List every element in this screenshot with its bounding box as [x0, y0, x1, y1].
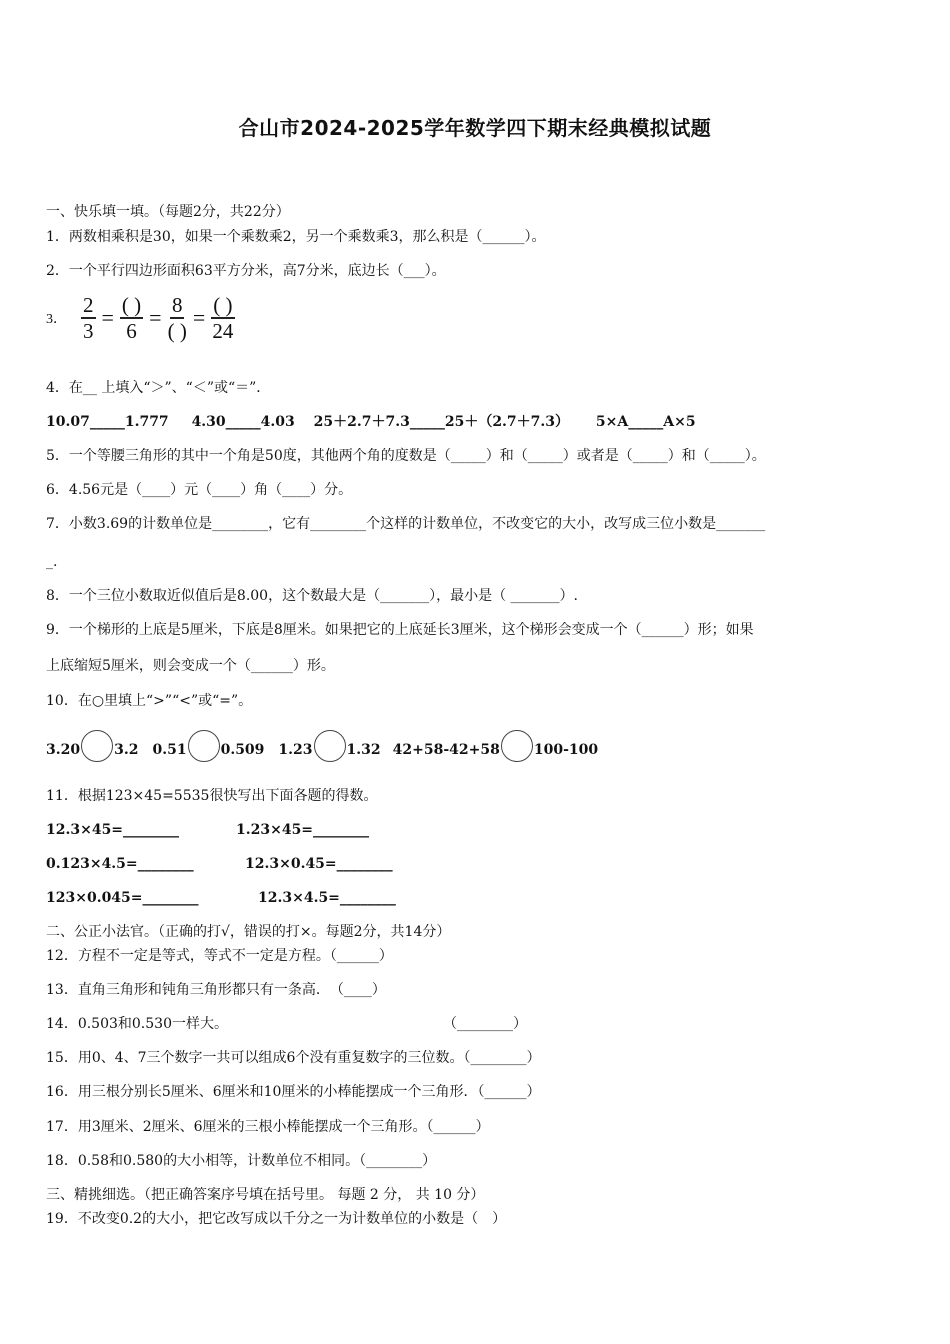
question-3	[46, 290, 235, 346]
fraction-4	[211, 293, 234, 343]
answer-circle[interactable]	[501, 730, 533, 762]
calc-row	[46, 889, 396, 907]
equals-sign: =	[192, 305, 206, 330]
section3-header: 三、精挑细选。（把正确答案序号填在括号里。 每题 2 分， 共 10 分）	[46, 1187, 485, 1203]
section1-header: 一、快乐填一填。（每题2分，共22分）	[46, 204, 290, 220]
section2-header: 二、公正小法官。（正确的打√，错误的打×。每题2分，共14分）	[46, 924, 451, 940]
equals-sign: =	[149, 305, 162, 330]
calc-item: 12.3×0.45=________	[245, 856, 393, 872]
compare-right: 0.509	[220, 742, 265, 758]
question-8: 8．一个三位小数取近似值后是8.00，这个数最大是（_______），最小是（ _______）.	[46, 588, 578, 604]
compare-item: 4.30_____4.03	[191, 414, 295, 430]
compare-right: 100-100	[533, 742, 599, 758]
compare-left: 1.23	[278, 742, 313, 758]
calc-row	[46, 855, 393, 873]
answer-circle[interactable]	[81, 730, 113, 762]
question-18: 18．0.58和0.580的大小相等，计数单位不相同。（________）	[46, 1153, 437, 1169]
calc-item: 12.3×4.5=________	[258, 890, 396, 906]
fraction-2	[120, 293, 143, 343]
fraction-3-numerator: 8	[171, 293, 183, 317]
question-4-items	[46, 413, 696, 431]
question-19: 19．不改变0.2的大小，把它改写成以千分之一为计数单位的小数是（ ）	[46, 1211, 507, 1227]
question-14-blank: （________）	[443, 1016, 527, 1032]
question-14	[46, 1015, 527, 1033]
question-3-number: 3．	[46, 312, 67, 327]
fraction-2-numerator: ( )	[121, 293, 142, 317]
fraction-3-denominator: ( )	[167, 319, 187, 343]
compare-left: 42+58-42+58	[392, 742, 500, 758]
calc-item: 12.3×45=________	[46, 822, 180, 838]
calc-item: 0.123×4.5=________	[46, 856, 194, 872]
question-6: 6．4.56元是（____）元（____）角（____）分。	[46, 482, 353, 498]
fraction-3	[168, 293, 187, 343]
fraction-1-denominator: 3	[83, 319, 94, 343]
question-15: 15．用0、4、7三个数字一共可以组成6个没有重复数字的三位数。（________）	[46, 1050, 541, 1066]
compare-item: 10.07_____1.777	[46, 414, 169, 430]
question-10: 10．在○里填上“>”“<”或“=”。	[46, 693, 253, 709]
compare-item: 25＋2.7＋7.3_____25＋（2.7＋7.3）	[313, 414, 570, 430]
question-1: 1．两数相乘积是30，如果一个乘数乘2，另一个乘数乘3，那么积是（______）。	[46, 229, 546, 245]
question-12: 12．方程不一定是等式，等式不一定是方程。（______）	[46, 948, 393, 964]
equals-sign: =	[101, 305, 114, 330]
question-5: 5．一个等腰三角形的其中一个角是50度，其他两个角的度数是（_____）和（_____）或者是（_____）和（_____）。	[46, 448, 766, 464]
question-7: 7．小数3.69的计数单位是________，它有________个这样的计数单位，不改变它的大小，改写成三位小数是_______	[46, 516, 766, 532]
fraction-1	[81, 293, 96, 343]
question-10-items	[46, 722, 598, 758]
compare-right: 3.2	[114, 742, 139, 758]
calc-item: 123×0.045=________	[46, 890, 199, 906]
question-16: 16．用三根分别长5厘米、6厘米和10厘米的小棒能摆成一个三角形．（______）	[46, 1084, 541, 1100]
question-4: 4．在__ 上填入“＞”、“＜”或“＝”．	[46, 380, 271, 396]
compare-item: 5×A_____A×5	[595, 414, 696, 430]
calc-item: 1.23×45=________	[236, 822, 370, 838]
fraction-4-numerator: ( )	[213, 293, 233, 317]
question-13: 13．直角三角形和钝角三角形都只有一条高． （____）	[46, 982, 386, 998]
compare-left: 3.20	[46, 742, 81, 758]
question-9-continued: 上底缩短5厘米，则会变成一个（______）形。	[46, 658, 335, 674]
compare-left: 0.51	[152, 742, 187, 758]
question-2: 2．一个平行四边形面积63平方分米，高7分米，底边长（___）。	[46, 263, 446, 279]
question-7-continued: _.	[46, 554, 58, 570]
question-9: 9．一个梯形的上底是5厘米，下底是8厘米。如果把它的上底延长3厘米，这个梯形会变成一个（______）形；如果	[46, 622, 754, 638]
question-11: 11．根据123×45=5535很快写出下面各题的得数。	[46, 788, 378, 804]
page-title: 合山市2024-2025学年数学四下期末经典模拟试题	[238, 116, 712, 140]
fraction-4-denominator: 24	[212, 319, 234, 343]
compare-right: 1.32	[346, 742, 381, 758]
answer-circle[interactable]	[314, 730, 346, 762]
question-14-text: 14．0.503和0.530一样大。	[46, 1016, 228, 1032]
calc-row	[46, 821, 369, 839]
answer-circle[interactable]	[188, 730, 220, 762]
fraction-1-numerator: 2	[83, 293, 94, 317]
fraction-2-denominator: 6	[126, 319, 137, 343]
question-17: 17．用3厘米、2厘米、6厘米的三根小棒能摆成一个三角形。（______）	[46, 1119, 490, 1135]
